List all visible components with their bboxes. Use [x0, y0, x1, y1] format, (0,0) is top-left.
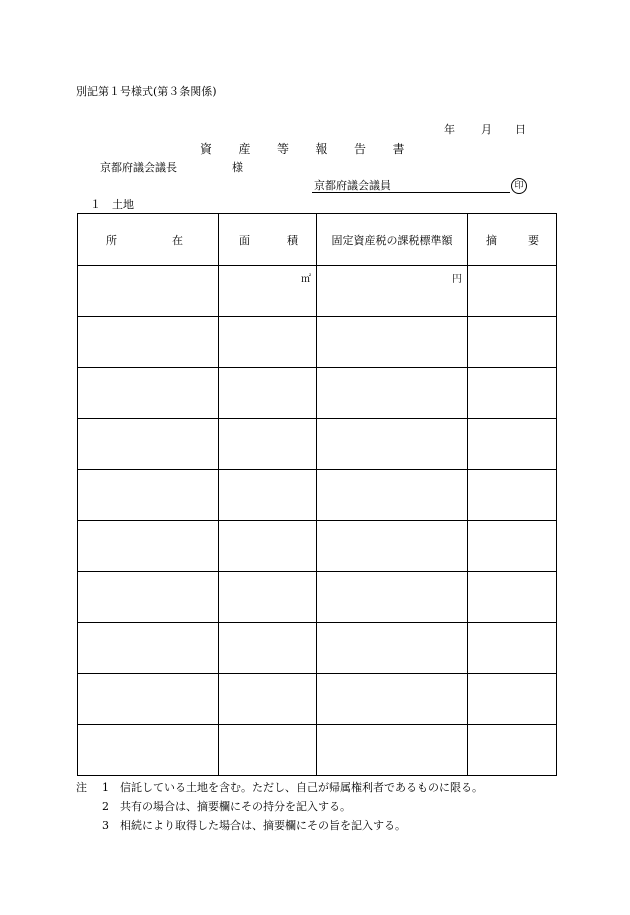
tax-value-cell[interactable]: [317, 674, 468, 725]
table-header-row: [78, 214, 557, 266]
date-day-label: 日: [515, 123, 526, 136]
location-cell[interactable]: [78, 725, 219, 776]
table-row: [78, 266, 557, 317]
area-cell[interactable]: [219, 674, 317, 725]
remarks-cell[interactable]: [468, 521, 557, 572]
area-cell[interactable]: [219, 266, 317, 317]
area-cell[interactable]: [219, 368, 317, 419]
table-row: [78, 572, 557, 623]
note-number: 2: [102, 800, 109, 813]
remarks-cell[interactable]: [468, 470, 557, 521]
area-cell[interactable]: [219, 470, 317, 521]
member-label: 京都府議会議員: [314, 179, 391, 192]
title-char: 資: [200, 142, 213, 156]
table-row: [78, 419, 557, 470]
seal-icon: 印: [511, 178, 527, 194]
note-prefix: 注: [76, 781, 87, 794]
location-cell[interactable]: [78, 317, 219, 368]
title-char: 産: [238, 142, 251, 156]
remarks-cell[interactable]: [468, 725, 557, 776]
location-cell[interactable]: [78, 674, 219, 725]
location-cell[interactable]: [78, 470, 219, 521]
table-row: [78, 521, 557, 572]
honorific: 様: [232, 161, 243, 174]
remarks-cell[interactable]: [468, 623, 557, 674]
tax-value-cell[interactable]: [317, 623, 468, 674]
signature-line: [312, 192, 510, 193]
remarks-cell[interactable]: [468, 368, 557, 419]
note-text: 信託している土地を含む。ただし、自己が帰属権利者であるものに限る。: [120, 781, 483, 794]
land-table: [77, 213, 557, 776]
area-cell[interactable]: [219, 623, 317, 674]
title-char: 等: [277, 142, 290, 156]
tax-value-cell[interactable]: [317, 521, 468, 572]
area-unit: ㎡: [301, 274, 311, 285]
remarks-cell[interactable]: [468, 266, 557, 317]
header-remarks: 摘 要: [468, 214, 557, 266]
title-char: 書: [392, 142, 405, 156]
location-cell[interactable]: [78, 572, 219, 623]
note-item: [76, 782, 483, 793]
addressee: 京都府議会議長: [100, 161, 177, 174]
tax-value-cell[interactable]: [317, 470, 468, 521]
table-row: [78, 470, 557, 521]
area-cell[interactable]: [219, 725, 317, 776]
date-year-label: 年: [444, 123, 455, 136]
location-cell[interactable]: [78, 266, 219, 317]
location-cell[interactable]: [78, 419, 219, 470]
remarks-cell[interactable]: [468, 317, 557, 368]
tax-value-cell[interactable]: [317, 419, 468, 470]
header-area: 面 積: [219, 214, 317, 266]
tax-value-cell[interactable]: [317, 266, 468, 317]
area-cell[interactable]: [219, 521, 317, 572]
header-tax-value: 固定資産税の課税標準額: [317, 214, 468, 266]
document-title: [200, 143, 431, 155]
remarks-cell[interactable]: [468, 419, 557, 470]
note-item: [76, 820, 406, 831]
note-text: 共有の場合は、摘要欄にその持分を記入する。: [120, 800, 351, 813]
tax-value-cell[interactable]: [317, 572, 468, 623]
header-location: 所 在: [78, 214, 219, 266]
area-cell[interactable]: [219, 572, 317, 623]
tax-value-cell[interactable]: [317, 317, 468, 368]
table-row: [78, 725, 557, 776]
note-text: 相続により取得した場合は、摘要欄にその旨を記入する。: [120, 819, 406, 832]
note-number: 3: [102, 819, 109, 832]
remarks-cell[interactable]: [468, 674, 557, 725]
tax-value-cell[interactable]: [317, 725, 468, 776]
form-reference: 別記第１号様式(第３条関係): [76, 85, 217, 98]
title-char: 報: [315, 142, 328, 156]
table-row: [78, 623, 557, 674]
tax-value-cell[interactable]: [317, 368, 468, 419]
location-cell[interactable]: [78, 368, 219, 419]
remarks-cell[interactable]: [468, 572, 557, 623]
note-item: [76, 801, 351, 812]
table-row: [78, 317, 557, 368]
table-row: [78, 368, 557, 419]
tax-value-unit: 円: [452, 274, 462, 285]
location-cell[interactable]: [78, 623, 219, 674]
section-title: １ 土地: [90, 198, 134, 211]
date-month-label: 月: [481, 123, 492, 136]
area-cell[interactable]: [219, 317, 317, 368]
table-row: [78, 674, 557, 725]
title-char: 告: [354, 142, 367, 156]
location-cell[interactable]: [78, 521, 219, 572]
area-cell[interactable]: [219, 419, 317, 470]
note-number: 1: [102, 781, 109, 794]
